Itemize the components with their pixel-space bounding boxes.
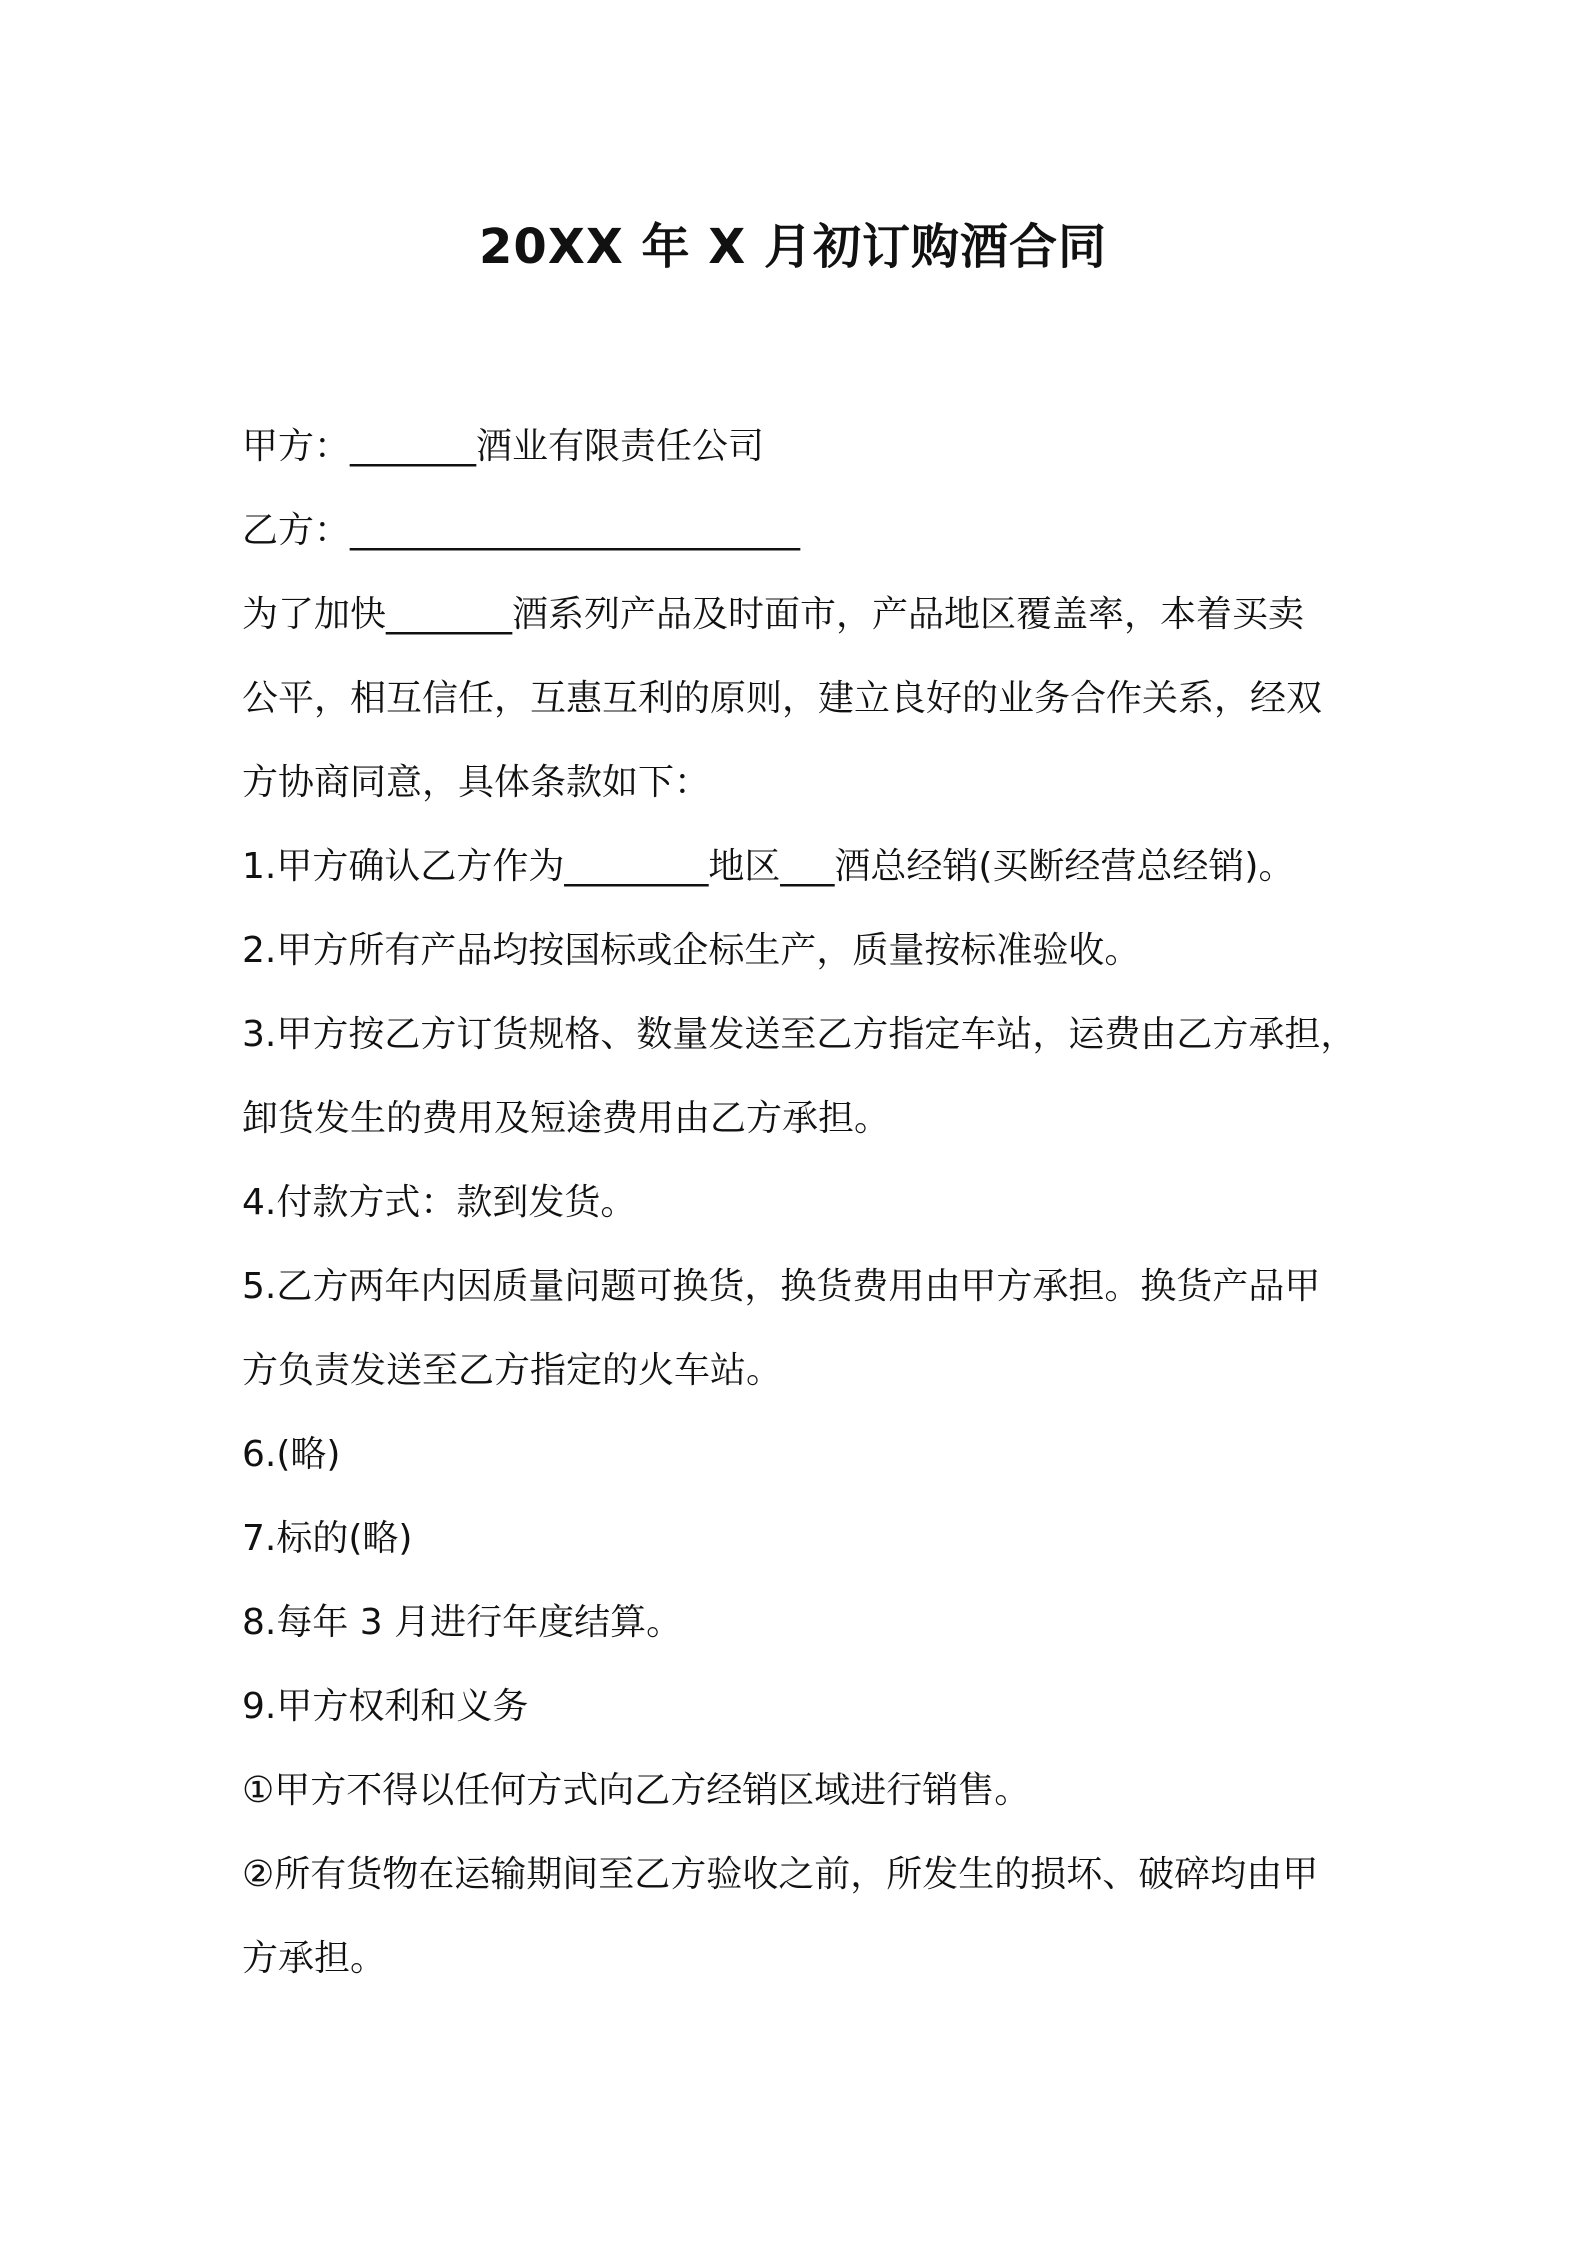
- preamble-line-1: 为了加快_______酒系列产品及时面市，产品地区覆盖率，本着买卖: [242, 594, 1305, 635]
- clause-6: 6.(略): [242, 1434, 341, 1475]
- party-a-line: 甲方：_______酒业有限责任公司: [242, 426, 765, 467]
- clause-7: 7.标的(略): [242, 1518, 413, 1559]
- clause-3-line-1: 3.甲方按乙方订货规格、数量发送至乙方指定车站，运费由乙方承担，: [242, 1014, 1357, 1055]
- clause-9-item-2-line-1: ②所有货物在运输期间至乙方验收之前，所发生的损坏、破碎均由甲: [242, 1854, 1319, 1895]
- clause-9-heading: 9.甲方权利和义务: [242, 1686, 529, 1727]
- document-title: 20XX 年 X 月初订购酒合同: [479, 219, 1107, 275]
- clause-8: 8.每年 3 月进行年度结算。: [242, 1602, 683, 1643]
- party-b-line: 乙方：_________________________: [242, 510, 801, 551]
- clause-5-line-1: 5.乙方两年内因质量问题可换货，换货费用由甲方承担。换货产品甲: [242, 1266, 1321, 1307]
- clause-5-line-2: 方负责发送至乙方指定的火车站。: [242, 1350, 783, 1391]
- clause-1: 1.甲方确认乙方作为________地区___酒总经销(买断经营总经销)。: [242, 846, 1295, 887]
- preamble-line-2: 公平，相互信任，互惠互利的原则，建立良好的业务合作关系，经双: [242, 678, 1323, 719]
- clause-2: 2.甲方所有产品均按国标或企标生产，质量按标准验收。: [242, 930, 1141, 971]
- document-body: [242, 405, 1362, 2001]
- clause-9-item-2-line-2: 方承担。: [242, 1938, 387, 1979]
- clause-4: 4.付款方式：款到发货。: [242, 1182, 637, 1223]
- preamble-line-3: 方协商同意，具体条款如下：: [242, 762, 711, 803]
- clause-9-item-1: ①甲方不得以任何方式向乙方经销区域进行销售。: [242, 1770, 1031, 1811]
- clause-3-line-2: 卸货发生的费用及短途费用由乙方承担。: [242, 1098, 891, 1139]
